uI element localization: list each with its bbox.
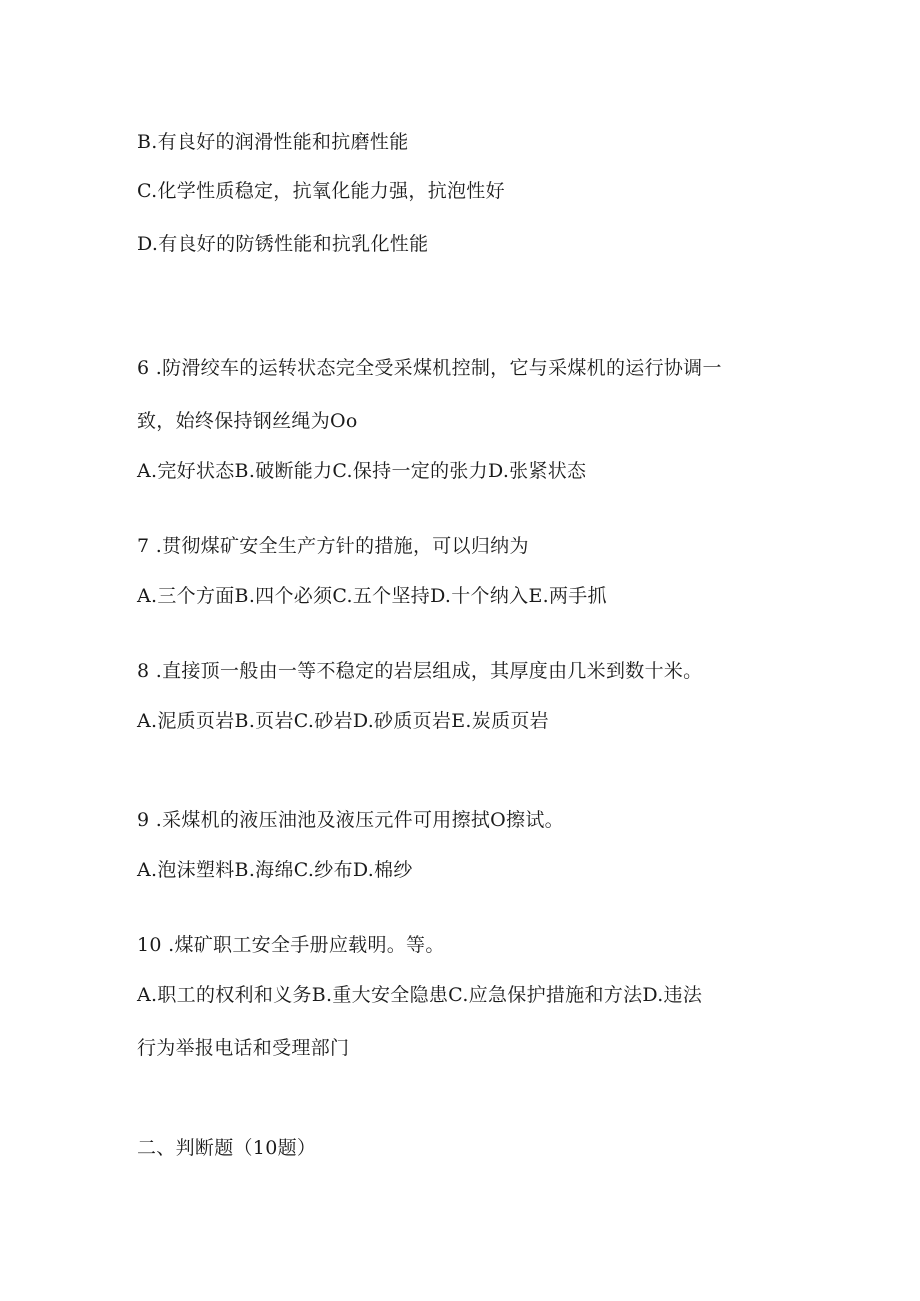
- q6-stem-line1: 6 .防滑绞车的运转状态完全受采煤机控制，它与采煤机的运行协调一: [137, 357, 722, 379]
- q5-option-d: D.有良好的防锈性能和抗乳化性能: [137, 233, 429, 255]
- q7-options: A.三个方面B.四个必须C.五个坚持D.十个纳入E.两手抓: [137, 585, 607, 607]
- q9-stem: 9 .采煤机的液压油池及液压元件可用擦拭O擦试。: [137, 809, 564, 831]
- q8-stem: 8 .直接顶一般由一等不稳定的岩层组成，其厚度由几米到数十米。: [137, 660, 703, 682]
- q7-stem: 7 .贯彻煤矿安全生产方针的措施，可以归纳为: [137, 535, 529, 557]
- q6-options: A.完好状态B.破断能力C.保持一定的张力D.张紧状态: [137, 460, 587, 482]
- q9-options: A.泡沫塑料B.海绵C.纱布D.棉纱: [137, 859, 413, 881]
- q10-stem: 10 .煤矿职工安全手册应载明。等。: [137, 934, 445, 956]
- q6-stem-line2: 致，始终保持钢丝绳为Oo: [137, 410, 358, 432]
- section2-heading: 二、判断题（10题）: [137, 1137, 317, 1159]
- q10-options-line1: A.职工的权利和义务B.重大安全隐患C.应急保护措施和方法D.违法: [137, 984, 703, 1006]
- q5-option-b: B.有良好的润滑性能和抗磨性能: [137, 131, 409, 153]
- q10-options-line2: 行为举报电话和受理部门: [137, 1037, 350, 1059]
- q5-option-c: C.化学性质稳定，抗氧化能力强，抗泡性好: [137, 180, 505, 202]
- q8-options: A.泥质页岩B.页岩C.砂岩D.砂质页岩E.炭质页岩: [137, 710, 549, 732]
